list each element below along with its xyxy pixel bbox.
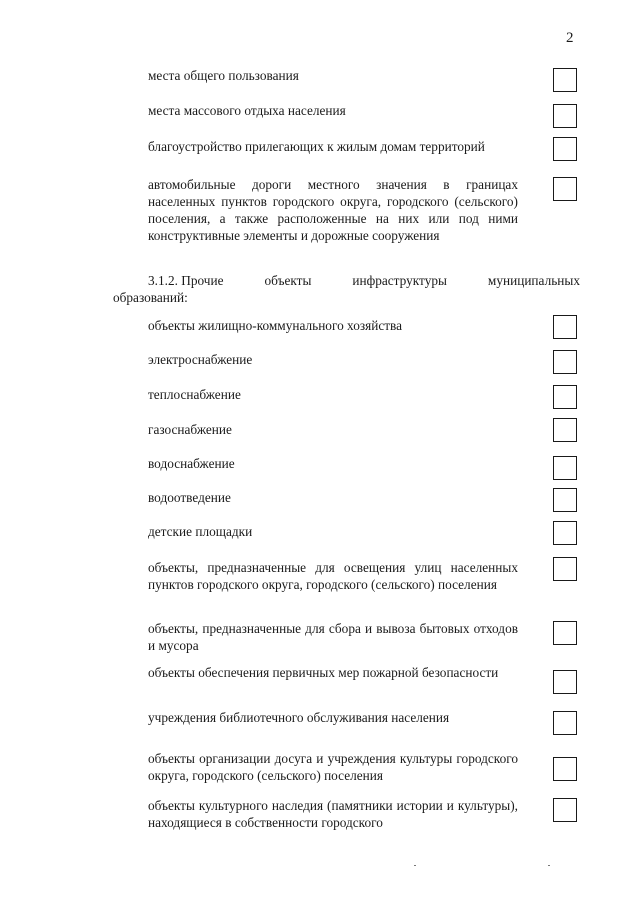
section-heading-word-4: муниципальных [487, 273, 580, 288]
checkbox-cultural-heritage[interactable] [553, 798, 577, 822]
checkbox-playgrounds[interactable] [553, 521, 577, 545]
item-text-public-places: места общего пользования [148, 68, 299, 83]
checkbox-adjacent-territories[interactable] [553, 137, 577, 161]
item-text-recreation-places: места массового отдыха населения [148, 103, 346, 118]
item-text-sewerage: водоотведение [148, 490, 231, 505]
section-heading-word-2: объекты [264, 273, 312, 288]
item-text-water-supply: водоснабжение [148, 456, 235, 471]
checkbox-housing-utilities[interactable] [553, 315, 577, 339]
checkbox-waste-collection[interactable] [553, 621, 577, 645]
section-heading-line-2: образований: [113, 290, 188, 305]
item-text-street-lighting: объекты, предназначенные для освещения улиц населенных пунктов городского округа, городского (сельского) поселения [148, 560, 518, 592]
page-number: 2 [566, 30, 574, 46]
checkbox-leisure-culture[interactable] [553, 757, 577, 781]
checkbox-recreation-places[interactable] [553, 104, 577, 128]
checkbox-gas[interactable] [553, 418, 577, 442]
section-heading-word-1: 3.1.2. Прочие [148, 273, 224, 288]
item-text-libraries: учреждения библиотечного обслуживания населения [148, 710, 450, 725]
checkbox-street-lighting[interactable] [553, 557, 577, 581]
item-text-electricity: электроснабжение [148, 352, 253, 367]
item-text-adjacent-territories: благоустройство прилегающих к жилым домам территорий [148, 139, 485, 154]
item-text-waste-collection: объекты, предназначенные для сбора и вывоза бытовых отходов и мусора [148, 621, 518, 653]
checkbox-public-places[interactable] [553, 68, 577, 92]
checkbox-local-roads[interactable] [553, 177, 577, 201]
item-text-leisure-culture: объекты организации досуга и учреждения культуры городского округа, городского (сельского) поселения [148, 751, 518, 783]
section-heading-line-1 [113, 272, 580, 289]
section-heading-3-1-2 [113, 272, 580, 306]
checkbox-sewerage[interactable] [553, 488, 577, 512]
checkbox-water-supply[interactable] [553, 456, 577, 480]
checkbox-electricity[interactable] [553, 350, 577, 374]
checkbox-libraries[interactable] [553, 711, 577, 735]
checkbox-fire-safety[interactable] [553, 670, 577, 694]
item-text-local-roads: автомобильные дороги местного значения в границах населенных пунктов городского округа, городского (сельского) поселения, а также расположенные на них или под ними конструктивные элементы и дорожные сооружения [148, 177, 518, 243]
section-heading-word-3: инфраструктуры [352, 273, 447, 288]
scan-speck [414, 865, 416, 866]
item-text-gas: газоснабжение [148, 422, 232, 437]
scan-speck [548, 865, 550, 866]
item-text-cultural-heritage: объекты культурного наследия (памятники истории и культуры), находящиеся в собственности городского [148, 798, 518, 830]
checkbox-heating[interactable] [553, 385, 577, 409]
item-text-heating: теплоснабжение [148, 387, 241, 402]
item-text-playgrounds: детские площадки [148, 524, 253, 539]
item-text-fire-safety: объекты обеспечения первичных мер пожарной безопасности [148, 665, 499, 680]
item-text-housing-utilities: объекты жилищно-коммунального хозяйства [148, 318, 403, 333]
